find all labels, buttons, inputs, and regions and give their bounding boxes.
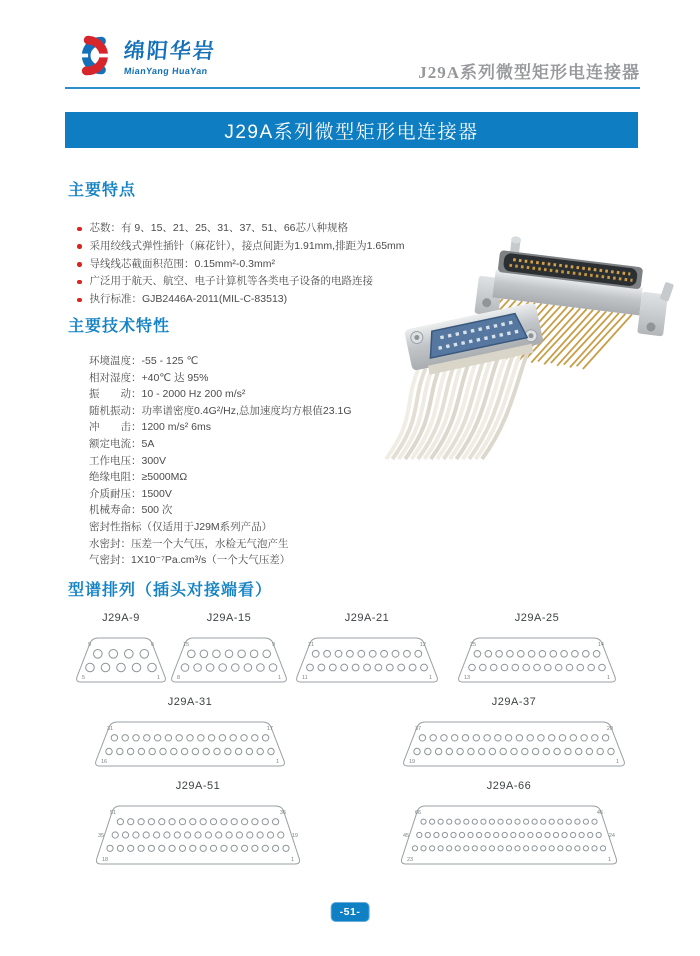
- pin-number: 35: [98, 833, 105, 839]
- pinout-j29a-37: [402, 696, 626, 767]
- spec-item: 密封性指标（仅适用于J29M系列产品）: [89, 520, 273, 533]
- pin-number: 19: [291, 833, 298, 839]
- pin-number: 1: [156, 675, 160, 681]
- pin-number: 18: [102, 857, 109, 863]
- connector-outline: [459, 638, 616, 682]
- bullet-icon: [77, 262, 82, 267]
- pin-number: 66: [415, 810, 422, 816]
- screw-post-icon: [660, 282, 674, 302]
- spec-item: 相对湿度：+40℃ 达 95%: [89, 371, 209, 384]
- pin-number: 46: [596, 810, 603, 816]
- pin-number: 37: [415, 726, 422, 732]
- page-number-badge: -51-: [331, 902, 370, 922]
- feature-text: 导线线芯截面积范围：0.15mm²-0.3mm²: [89, 257, 276, 270]
- pinout-title: J29A-15: [206, 612, 252, 624]
- pin-number: 13: [464, 675, 471, 681]
- pinouts-heading: 型谱排列（插头对接端看）: [68, 582, 273, 599]
- pinout-title: J29A-51: [175, 780, 221, 792]
- pin-number: 15: [183, 642, 190, 648]
- pin-number: 23: [407, 857, 414, 863]
- pin-number: 12: [419, 642, 426, 648]
- specs-section: [68, 313, 398, 569]
- pin-number: 1: [428, 675, 432, 681]
- pin-number: 6: [150, 642, 154, 648]
- feature-item: [68, 238, 405, 256]
- title-banner: [65, 112, 638, 148]
- connector-outline: [96, 806, 299, 864]
- pinout-j29a-15: [170, 612, 288, 683]
- brand-logo-icon: [65, 34, 115, 77]
- header-doc-title: J29A系列微型矩形电连接器: [418, 63, 640, 82]
- pin-number: 8: [177, 675, 181, 681]
- spec-item: 水密封：压差一个大气压，水检无气泡产生: [89, 537, 289, 550]
- bullet-icon: [77, 280, 82, 285]
- pinout-face: [95, 805, 301, 865]
- pin-number: 45: [403, 833, 410, 839]
- pin-number: 19: [409, 759, 416, 765]
- brand-name-en: MianYang HuaYan: [123, 66, 208, 76]
- spec-item: 环境温度：-55 - 125 ℃: [89, 355, 199, 367]
- pin-number: 20: [606, 726, 613, 732]
- brand-logo: [65, 34, 216, 77]
- spec-item: 随机振动：功率谱密度0.4G²/Hz,总加速度均方根值23.1G: [89, 404, 352, 417]
- pinout-title: J29A-25: [514, 612, 560, 624]
- spec-item: 气密封：1X10⁻⁷Pa.cm³/s（一个大气压差）: [89, 554, 291, 567]
- spec-item: 机械寿命：500 次: [89, 504, 173, 517]
- brand-name-cn: 绵阳华岩: [122, 40, 217, 63]
- pinout-title: J29A-66: [486, 780, 532, 792]
- pin-number: 36: [279, 810, 286, 816]
- pinout-title: J29A-31: [167, 696, 213, 708]
- pin-number: 9: [88, 642, 92, 648]
- pinout-face: [295, 637, 439, 683]
- features-list: [68, 220, 405, 309]
- specs-list: [68, 353, 398, 569]
- features-heading: 主要特点: [68, 182, 137, 199]
- pin-number: 1: [277, 675, 281, 681]
- connector-outline: [297, 638, 438, 682]
- pin-number: 17: [266, 726, 273, 732]
- pin-number: 5: [82, 675, 86, 681]
- pinout-face: [75, 637, 167, 683]
- spec-item: 绝缘电阻：≥5000MΩ: [89, 471, 188, 484]
- pin-number: 1: [606, 675, 610, 681]
- specs-heading: 主要技术特性: [68, 318, 171, 335]
- banner-title: J29A系列微型矩形电连接器: [224, 121, 479, 143]
- pin-number: 14: [597, 642, 604, 648]
- spec-item: 振 动：10 - 2000 Hz 200 m/s²: [89, 388, 246, 401]
- feature-item: [68, 220, 398, 238]
- pin-number: 51: [110, 810, 117, 816]
- pin-number: 16: [101, 759, 108, 765]
- pinout-face: [402, 721, 626, 767]
- header-divider: [65, 87, 640, 89]
- pinout-face: [457, 637, 617, 683]
- pinout-title: J29A-9: [102, 612, 140, 624]
- pin-number: 1: [615, 759, 619, 765]
- pinout-j29a-31: [94, 696, 286, 767]
- connector-outline: [404, 722, 625, 766]
- feature-item: [68, 256, 398, 274]
- bullet-icon: [77, 298, 82, 303]
- feature-item: [68, 273, 398, 291]
- spec-item: 额定电流：5A: [89, 437, 155, 450]
- pinout-face: [94, 721, 286, 767]
- pin-number: 11: [302, 675, 308, 681]
- pinout-j29a-51: [95, 780, 301, 865]
- feature-text: 广泛用于航天、航空、电子计算机等各类电子设备的电路连接: [89, 275, 373, 288]
- pinout-face: [400, 805, 618, 865]
- product-photo: [382, 236, 674, 464]
- bullet-icon: [77, 227, 82, 232]
- pinout-j29a-66: [400, 780, 618, 865]
- spec-item: 冲 击：1200 m/s² 6ms: [89, 421, 211, 434]
- pin-number: 1: [607, 857, 611, 863]
- connector-outline: [96, 722, 285, 766]
- spec-item: 工作电压：300V: [89, 454, 167, 467]
- pin-number: 25: [470, 642, 477, 648]
- spec-item: 介质耐压：1500V: [89, 487, 172, 500]
- bullet-icon: [77, 244, 82, 249]
- pinout-j29a-25: [457, 612, 617, 683]
- feature-text: 采用绞线式弹性插针（麻花针），接点间距为1.91mm,排距为1.65mm: [89, 239, 405, 252]
- pin-number: 9: [271, 642, 275, 648]
- pin-number: 1: [290, 857, 294, 863]
- pinout-j29a-9: [75, 612, 167, 683]
- pin-number: 1: [275, 759, 279, 765]
- pin-number: 31: [107, 726, 114, 732]
- pinout-title: J29A-21: [344, 612, 390, 624]
- pin-number: 24: [608, 833, 615, 839]
- header: [65, 34, 640, 83]
- pinout-title: J29A-37: [491, 696, 537, 708]
- feature-text: 执行标准：GJB2446A-2011(MIL-C-83513): [89, 293, 288, 306]
- pin-number: 21: [308, 642, 315, 648]
- feature-text: 芯数：有 9、15、21、25、31、37、51、66芯八种规格: [89, 222, 349, 234]
- pinout-face: [170, 637, 288, 683]
- features-section: [68, 177, 405, 309]
- feature-item: [68, 291, 398, 309]
- pinout-j29a-21: [295, 612, 439, 683]
